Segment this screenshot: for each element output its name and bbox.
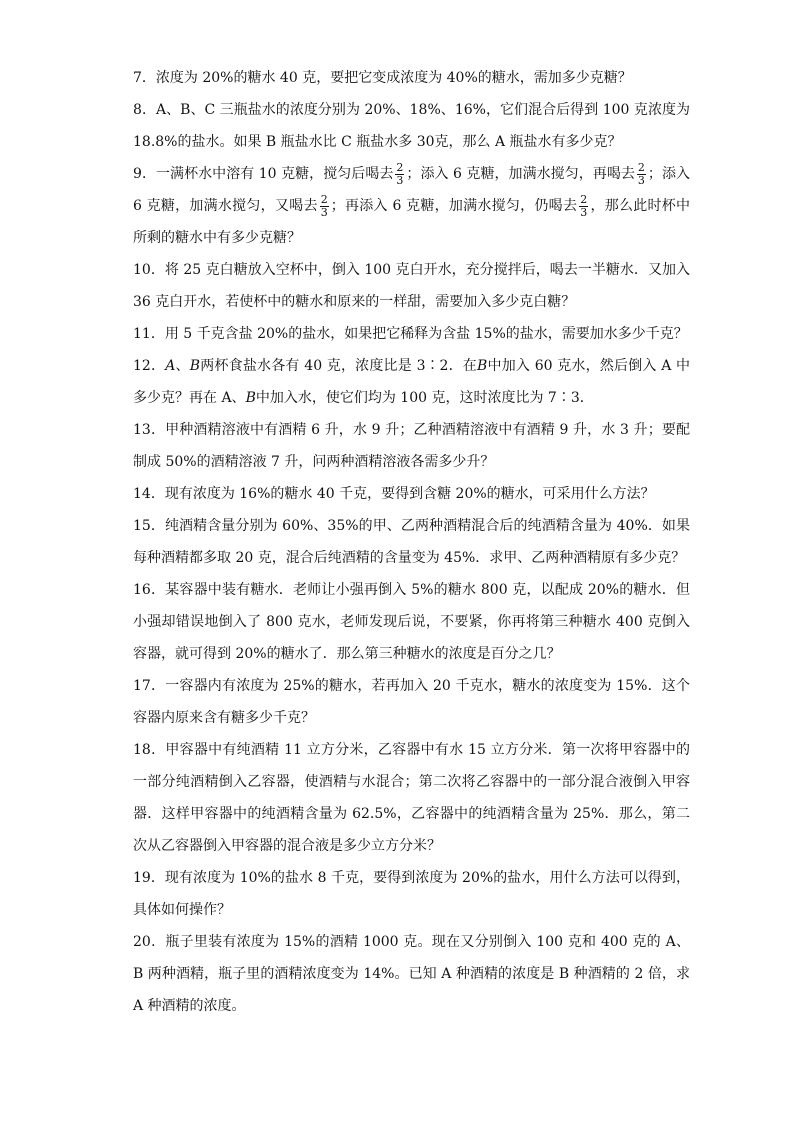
fraction-two-thirds: $\frac{2}{3}$ bbox=[580, 193, 588, 220]
problem-9 bbox=[133, 158, 690, 254]
fraction-two-thirds: $\frac{2}{3}$ bbox=[637, 161, 645, 188]
problem-12-text-5: 中加入水，使它们均为 100 克，这时浓度比为 7∶3． bbox=[255, 390, 594, 406]
problem-12-text-2: 、 bbox=[175, 358, 190, 374]
problem-9-text-4: ；再添入 6 克糖，加满水搅匀，仍喝去 bbox=[330, 198, 578, 214]
problem-12-text-1: 12． bbox=[133, 358, 166, 374]
problem-9-text-3: ；添入 6 克糖，加满水搅匀，又喝去 bbox=[133, 166, 691, 214]
italic-letter: B bbox=[477, 358, 488, 374]
problem-20: 20．瓶子里装有浓度为 15%的酒精 1000 克。现在又分别倒入 100 克和 400 克的 A、B 两种酒精，瓶子里的酒精浓度变为 14%。已知 A 种酒精的浓度是 B 种酒精的 2 倍，求 A 种酒精的浓度。 bbox=[133, 934, 690, 1014]
problem-12-text-3: 两杯食盐水各有 40 克，浓度比是 3∶2．在 bbox=[200, 358, 477, 374]
problem-18: 18．甲容器中有纯酒精 11 立方分米，乙容器中有水 15 立方分米．第一次将甲容器中的一部分纯酒精倒入乙容器，使酒精与水混合；第二次将乙容器中的一部分混合液倒入甲容器．这样甲容器中的纯酒精含量为 62.5%，乙容器中的纯酒精含量为 25%．那么，第二次从乙容器倒入甲容器的混合液是多少立方分米？ bbox=[133, 742, 690, 854]
problem-11: 11．用 5 千克含盐 20%的盐水，如果把它稀释为含盐 15%的盐水，需要加水多少千克？ bbox=[133, 326, 688, 342]
problem-9-text-1: 9．一满杯水中溶有 10 克糖，搅匀后喝去 bbox=[133, 166, 394, 182]
italic-letter: B bbox=[245, 390, 256, 406]
problem-14: 14．现有浓度为 16%的糖水 40 千克，要得到含糖 20%的糖水，可采用什么方法？ bbox=[133, 486, 655, 502]
italic-letter: A bbox=[165, 358, 176, 374]
problem-10: 10．将 25 克白糖放入空杯中，倒入 100 克白开水，充分搅拌后，喝去一半糖水．又加入 36 克白开水，若使杯中的糖水和原来的一样甜，需要加入多少克白糖？ bbox=[133, 262, 690, 310]
problem-8: 8．A、B、C 三瓶盐水的浓度分别为 20%、18%、16%，它们混合后得到 100 克浓度为 18.8%的盐水。如果 B 瓶盐水比 C 瓶盐水多 30克，那么 A 瓶盐水有多少克？ bbox=[133, 102, 690, 150]
fraction-two-thirds: $\frac{2}{3}$ bbox=[396, 161, 404, 188]
problem-12-text-4: 中加入 60 克水，然后倒入 A 中多少克？再在 A、 bbox=[133, 358, 690, 406]
problem-9-text-2: ；添入 6 克糖，加满水搅匀，再喝去 bbox=[406, 166, 635, 182]
problem-12 bbox=[133, 350, 690, 414]
problem-7: 7．浓度为 20%的糖水 40 克，要把它变成浓度为 40%的糖水，需加多少克糖？ bbox=[133, 70, 632, 86]
problem-19: 19．现有浓度为 10%的盐水 8 千克，要得到浓度为 20%的盐水，用什么方法可以得到，具体如何操作？ bbox=[133, 870, 690, 918]
problem-17: 17．一容器内有浓度为 25%的糖水，若再加入 20 千克水，糖水的浓度变为 15%．这个容器内原来含有糖多少千克？ bbox=[133, 678, 690, 726]
problem-9-text-5: ，那么此时杯中所剩的糖水中有多少克糖？ bbox=[133, 198, 691, 246]
problem-15: 15．纯酒精含量分别为 60%、35%的甲、乙两种酒精混合后的纯酒精含量为 40%．如果每种酒精都多取 20 克，混合后纯酒精的含量变为 45%．求甲、乙两种酒精原有多少克？ bbox=[133, 518, 690, 566]
problem-13: 13．甲种酒精溶液中有酒精 6 升，水 9 升；乙种酒精溶液中有酒精 9 升，水 3 升；要配制成 50%的酒精溶液 7 升，问两种酒精溶液各需多少升？ bbox=[133, 422, 690, 470]
problem-16: 16．某容器中装有糖水．老师让小强再倒入 5%的糖水 800 克，以配成 20%的糖水．但小强却错误地倒入了 800 克水，老师发现后说，不要紧，你再将第三种糖水 400 克倒入容器，就可得到 20%的糖水了．那么第三种糖水的浓度是百分之几？ bbox=[133, 582, 690, 662]
italic-letter: B bbox=[189, 358, 201, 374]
fraction-two-thirds: $\frac{2}{3}$ bbox=[320, 193, 328, 220]
